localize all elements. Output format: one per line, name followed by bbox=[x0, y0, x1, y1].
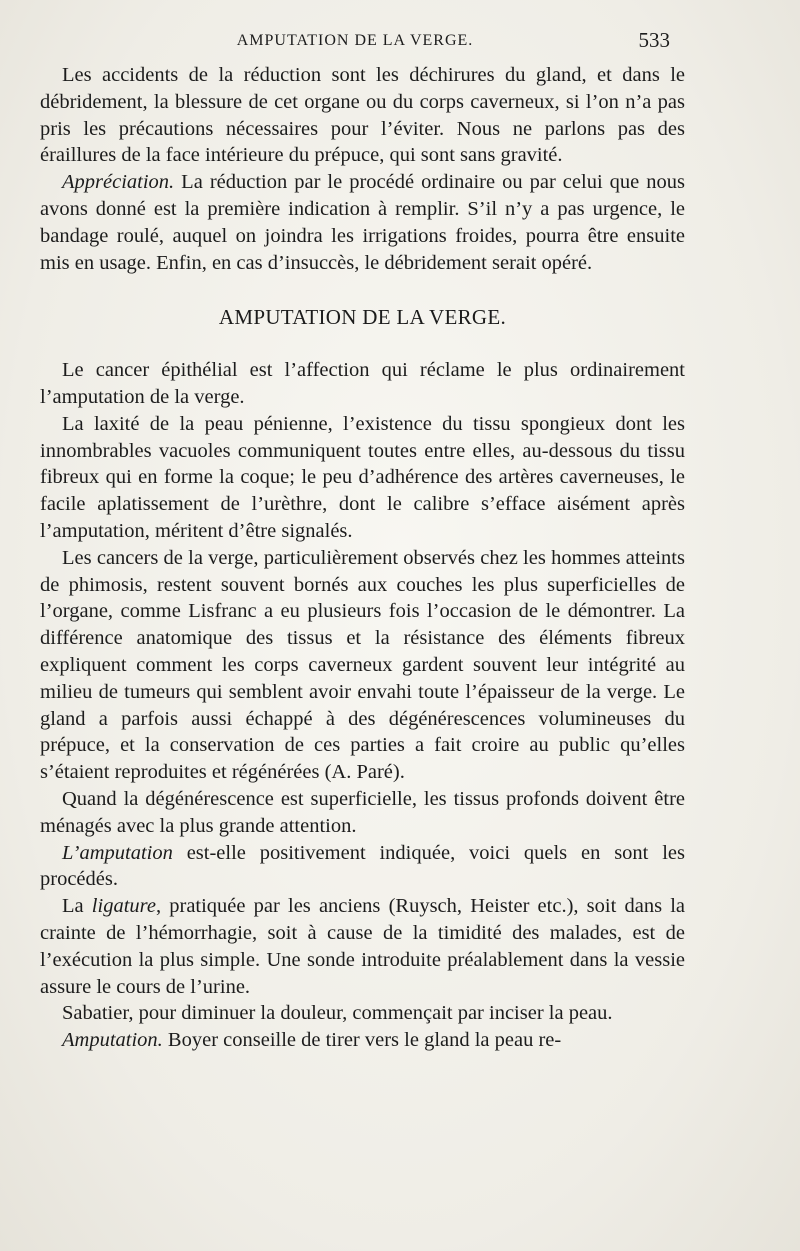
paragraph-cancers-verge: Les cancers de la verge, particulièrement observés chez les hommes atteints de phimosis, restent souvent bornés aux couches les plus superficielles de l’organe, comme Lisfranc a eu plusieurs fois l’occasion de le démontrer. La différence anatomique des tissus et la résistance des éléments fibreux expliquent comment les corps caverneux gardent souvent leur intégrité au milieu de tumeurs qui semblent avoir envahi toute l’épaisseur de la verge. Le gland a parfois aussi échappé à des dégénérescences volumineuses du prépuce, et la conservation de ces parties a fait croire au public qu’elles s’étaient reproduites et régénérées (A. Paré). bbox=[40, 546, 685, 784]
paragraph-reduction-accidents: Les accidents de la réduction sont les déchirures du gland, et dans le débridement, la blessure de cet organe ou du corps caverneux, si l’on n’a pas pris les précautions nécessaires pour l’éviter. Nous ne parlons pas des éraillures de la face intérieure du prépuce, qui sont sans gravité. bbox=[40, 64, 685, 167]
ligature-term: ligature bbox=[91, 895, 156, 918]
running-head bbox=[40, 30, 670, 54]
paragraph-laxite: La laxité de la peau pénienne, l’existence du tissu spongieux dont les innombrables vacuoles communiquent toutes entre elles, au-dessous du tissu fibreux qui en forme la coque; le peu d’adhérence des artères caverneuses, le facile aplatissement de l’urèthre, dont le calibre s’efface aisément après l’amputation, méritent d’être signalés. bbox=[40, 412, 685, 542]
appreciation-heading: Appréciation. bbox=[62, 171, 175, 194]
appreciation-text: La réduction par le procédé ordinaire ou par celui que nous avons donné est la première indication à remplir. S’il n’y a pas urgence, le bandage roulé, auquel on joindra les irrigations froides, pourra être ensuite mis en usage. Enfin, en cas d’insuccès, le débridement serait opéré. bbox=[40, 171, 685, 274]
ligature-text: , pratiquée par les anciens (Ruysch, Heister etc.), soit dans la crainte de l’hémorrhagie, soit à cause de la timidité des malades, est de l’exécution la plus simple. Une sonde introduite préalablement dans la vessie assure le cours de l’urine. bbox=[40, 895, 686, 998]
running-title: AMPUTATION DE LA VERGE. bbox=[236, 32, 474, 49]
paragraph-amputation-boyer bbox=[40, 1027, 685, 1054]
amputation-indiquee-text: est-elle positivement indiquée, voici quels en sont les procédés. bbox=[40, 841, 685, 891]
paragraph-appreciation bbox=[40, 169, 685, 276]
amputation-heading: Amputation. bbox=[62, 1029, 163, 1052]
body-text bbox=[40, 62, 685, 1054]
section-title: AMPUTATION DE LA VERGE. bbox=[218, 305, 507, 330]
paragraph-amputation-indiquee bbox=[40, 840, 685, 894]
page-number: 533 bbox=[638, 28, 670, 52]
paragraph-degenerescence: Quand la dégénérescence est superficielle, les tissus profonds doivent être ménagés avec la plus grande attention. bbox=[40, 787, 685, 837]
paragraph-cancer-epithelial: Le cancer épithélial est l’affection qui réclame le plus ordinairement l’amputation de la verge. bbox=[40, 359, 685, 408]
paragraph-sabatier: Sabatier, pour diminuer la douleur, commençait par inciser la peau. bbox=[62, 1002, 613, 1025]
ligature-pre: La bbox=[62, 895, 92, 918]
paragraph-ligature bbox=[40, 893, 685, 1000]
amputation-boyer-text: Boyer conseille de tirer vers le gland la peau re- bbox=[162, 1029, 562, 1052]
amputation-term: L’amputation bbox=[62, 841, 173, 864]
